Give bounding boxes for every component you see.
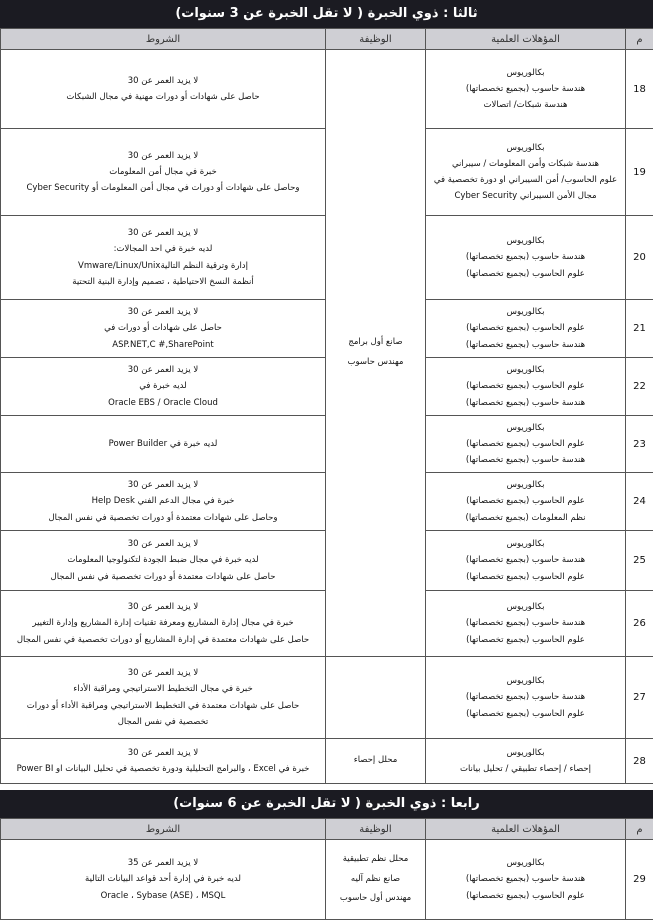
text-line: بكالوريوس bbox=[430, 233, 621, 249]
row-number: 28 bbox=[626, 739, 653, 784]
qualifications-cell bbox=[426, 129, 626, 216]
qualifications-cell bbox=[426, 739, 626, 784]
text-line: صانع نظم آليه bbox=[330, 870, 421, 890]
text-line: حاصل على شهادات معتمدة في التخطيط الاستراتيجي ومراقبة الأداء أو دورات bbox=[5, 698, 321, 714]
text-line: علوم الحاسوب (بجميع تخصصاتها) bbox=[430, 493, 621, 509]
text-line: بكالوريوس bbox=[430, 140, 621, 156]
text-line: Oracle ، Sybase (ASE) ، MSQL bbox=[5, 888, 321, 904]
text-line: حاصل على شهادات أو دورات مهنية في مجال الشبكات bbox=[5, 89, 321, 105]
text-line: لا يزيد العمر عن 30 bbox=[5, 73, 321, 89]
text-line: حاصل على شهادات معتمدة في إدارة المشاريع أو دورات تخصصية في نفس المجال bbox=[5, 632, 321, 648]
text-line: خبرة في مجال الدعم الفني Help Desk bbox=[5, 493, 321, 509]
text-line: لا يزيد العمر عن 30 bbox=[5, 304, 321, 320]
text-line: علوم الحاسوب (بجميع تخصصاتها) bbox=[430, 320, 621, 336]
header-job: الوظيفة bbox=[326, 29, 426, 50]
conditions-cell bbox=[1, 416, 326, 473]
conditions-cell bbox=[1, 840, 326, 920]
section-3-table bbox=[0, 28, 653, 784]
table-row bbox=[1, 840, 653, 920]
text-line: هندسة حاسوب (بجميع تخصصاتها) bbox=[430, 395, 621, 411]
text-line: لديه خبرة في bbox=[5, 378, 321, 394]
section-4-table bbox=[0, 818, 653, 920]
text-line: هندسة حاسوب (بجميع تخصصاتها) bbox=[430, 689, 621, 705]
conditions-cell bbox=[1, 300, 326, 358]
text-line: لا يزيد العمر عن 30 bbox=[5, 148, 321, 164]
text-line: مهندس أول حاسوب bbox=[330, 889, 421, 909]
text-line: هندسة حاسوب (بجميع تخصصاتها) bbox=[430, 871, 621, 887]
section-4-title: رابعا : ذوي الخبرة ( لا تقل الخبرة عن 6 سنوات) bbox=[0, 790, 653, 818]
qualifications-cell bbox=[426, 473, 626, 531]
text-line: مجال الأمن السيبراني Cyber Security bbox=[430, 188, 621, 204]
text-line: علوم الحاسوب (بجميع تخصصاتها) bbox=[430, 706, 621, 722]
text-line: علوم الحاسوب/ أمن السيبراني او دورة تخصصية في bbox=[430, 172, 621, 188]
text-line: لديه خبرة في مجال ضبط الجودة لتكنولوجيا المعلومات bbox=[5, 552, 321, 568]
text-line: علوم الحاسوب (بجميع تخصصاتها) bbox=[430, 888, 621, 904]
text-line: بكالوريوس bbox=[430, 536, 621, 552]
text-line: هندسة حاسوب (بجميع تخصصاتها) bbox=[430, 337, 621, 353]
text-line: علوم الحاسوب (بجميع تخصصاتها) bbox=[430, 436, 621, 452]
text-line: هندسة شبكات/ اتصالات bbox=[430, 97, 621, 113]
text-line: بكالوريوس bbox=[430, 304, 621, 320]
text-line: مهندس حاسوب bbox=[330, 353, 421, 373]
job-cell bbox=[326, 50, 426, 657]
qualifications-cell bbox=[426, 591, 626, 657]
job-cell bbox=[326, 840, 426, 920]
text-line: خبرة في مجال التخطيط الاستراتيجي ومراقبة الأداء bbox=[5, 681, 321, 697]
text-line: صانع أول برامج bbox=[330, 333, 421, 353]
section-3-title: ثالثا : ذوي الخبرة ( لا تقل الخبرة عن 3 سنوات) bbox=[0, 0, 653, 28]
header-conditions: الشروط bbox=[1, 819, 326, 840]
text-line: هندسة شبكات وأمن المعلومات / سيبراني bbox=[430, 156, 621, 172]
text-line: بكالوريوس bbox=[430, 420, 621, 436]
text-line: علوم الحاسوب (بجميع تخصصاتها) bbox=[430, 569, 621, 585]
text-line: علوم الحاسوب (بجميع تخصصاتها) bbox=[430, 378, 621, 394]
qualifications-cell bbox=[426, 300, 626, 358]
conditions-cell bbox=[1, 129, 326, 216]
conditions-cell bbox=[1, 531, 326, 591]
conditions-cell bbox=[1, 216, 326, 300]
text-line: محلل نظم تطبيقية bbox=[330, 850, 421, 870]
header-qualifications: المؤهلات العلمية bbox=[426, 819, 626, 840]
text-line: حاصل على شهادات أو دورات في bbox=[5, 320, 321, 336]
text-line: علوم الحاسوب (بجميع تخصصاتها) bbox=[430, 632, 621, 648]
row-number: 29 bbox=[626, 840, 653, 920]
row-number: 22 bbox=[626, 358, 653, 416]
conditions-cell bbox=[1, 591, 326, 657]
row-number: 20 bbox=[626, 216, 653, 300]
text-line: لا يزيد العمر عن 30 bbox=[5, 536, 321, 552]
text-line: وحاصل على شهادات معتمدة أو دورات تخصصية في نفس المجال bbox=[5, 510, 321, 526]
text-line: لا يزيد العمر عن 30 bbox=[5, 362, 321, 378]
qualifications-cell bbox=[426, 50, 626, 129]
qualifications-cell bbox=[426, 657, 626, 739]
header-job: الوظيفة bbox=[326, 819, 426, 840]
text-line: أنظمة النسخ الاحتياطية ، تصميم وإدارة البنية التحتية bbox=[5, 274, 321, 290]
text-line: بكالوريوس bbox=[430, 673, 621, 689]
qualifications-cell bbox=[426, 416, 626, 473]
conditions-cell bbox=[1, 358, 326, 416]
row-number: 23 bbox=[626, 416, 653, 473]
row-number: 21 bbox=[626, 300, 653, 358]
text-line: لديه خبرة في احد المجالات: bbox=[5, 241, 321, 257]
text-line: إحصاء / إحصاء تطبيقي / تحليل بيانات bbox=[430, 761, 621, 777]
qualifications-cell bbox=[426, 216, 626, 300]
text-line: لا يزيد العمر عن 30 bbox=[5, 477, 321, 493]
text-line: لا يزيد العمر عن 30 bbox=[5, 745, 321, 761]
row-number: 19 bbox=[626, 129, 653, 216]
table-row bbox=[1, 50, 653, 129]
job-cell: محلل إحصاء bbox=[326, 739, 426, 784]
header-qualifications: المؤهلات العلمية bbox=[426, 29, 626, 50]
conditions-cell bbox=[1, 739, 326, 784]
text-line: لديه خبرة في إدارة أحد قواعد البيانات التالية bbox=[5, 871, 321, 887]
text-line: خبرة في Excel ، والبرامج التحليلية ودورة تخصصية في تحليل البيانات او Power BI bbox=[5, 761, 321, 777]
conditions-cell bbox=[1, 657, 326, 739]
header-num: م bbox=[626, 29, 653, 50]
text-line: هندسة حاسوب (بجميع تخصصاتها) bbox=[430, 81, 621, 97]
text-line: هندسة حاسوب (بجميع تخصصاتها) bbox=[430, 452, 621, 468]
row-number: 26 bbox=[626, 591, 653, 657]
row-number: 25 bbox=[626, 531, 653, 591]
text-line: Oracle EBS / Oracle Cloud bbox=[5, 395, 321, 411]
text-line: بكالوريوس bbox=[430, 745, 621, 761]
text-line: هندسة حاسوب (بجميع تخصصاتها) bbox=[430, 249, 621, 265]
text-line: ASP.NET,C #,SharePoint bbox=[5, 337, 321, 353]
text-line: خبرة في مجال أمن المعلومات bbox=[5, 164, 321, 180]
text-line: هندسة حاسوب (بجميع تخصصاتها) bbox=[430, 552, 621, 568]
header-conditions: الشروط bbox=[1, 29, 326, 50]
text-line: حاصل على شهادات معتمدة أو دورات تخصصية في نفس المجال bbox=[5, 569, 321, 585]
text-line: نظم المعلومات (بجميع تخصصاتها) bbox=[430, 510, 621, 526]
header-num: م bbox=[626, 819, 653, 840]
qualifications-cell bbox=[426, 531, 626, 591]
text-line: هندسة حاسوب (بجميع تخصصاتها) bbox=[430, 615, 621, 631]
table-row bbox=[1, 657, 653, 739]
text-line: لا يزيد العمر عن 30 bbox=[5, 665, 321, 681]
table-row bbox=[1, 739, 653, 784]
qualifications-cell bbox=[426, 358, 626, 416]
text-line: خبرة في مجال إدارة المشاريع ومعرفة تقنيات إدارة المشاريع وإدارة التغيير bbox=[5, 615, 321, 631]
job-cell-empty bbox=[326, 657, 426, 739]
row-number: 27 bbox=[626, 657, 653, 739]
conditions-cell bbox=[1, 50, 326, 129]
text-line: تخصصية في نفس المجال bbox=[5, 714, 321, 730]
table-header-row bbox=[1, 819, 653, 840]
text-line: لا يزيد العمر عن 30 bbox=[5, 599, 321, 615]
text-line: لديه خبرة في Power Builder bbox=[5, 436, 321, 452]
text-line: وحاصل على شهادات أو دورات في مجال أمن المعلومات أو Cyber Security bbox=[5, 180, 321, 196]
qualifications-cell bbox=[426, 840, 626, 920]
text-line: لا يزيد العمر عن 35 bbox=[5, 855, 321, 871]
row-number: 18 bbox=[626, 50, 653, 129]
text-line: بكالوريوس bbox=[430, 477, 621, 493]
text-line: بكالوريوس bbox=[430, 855, 621, 871]
text-line: بكالوريوس bbox=[430, 65, 621, 81]
text-line: بكالوريوس bbox=[430, 599, 621, 615]
conditions-cell bbox=[1, 473, 326, 531]
text-line: إدارة وترقية النظم التاليةVmware/Linux/Unix bbox=[5, 258, 321, 274]
text-line: لا يزيد العمر عن 30 bbox=[5, 225, 321, 241]
text-line: بكالوريوس bbox=[430, 362, 621, 378]
row-number: 24 bbox=[626, 473, 653, 531]
table-header-row bbox=[1, 29, 653, 50]
text-line: علوم الحاسوب (بجميع تخصصاتها) bbox=[430, 266, 621, 282]
